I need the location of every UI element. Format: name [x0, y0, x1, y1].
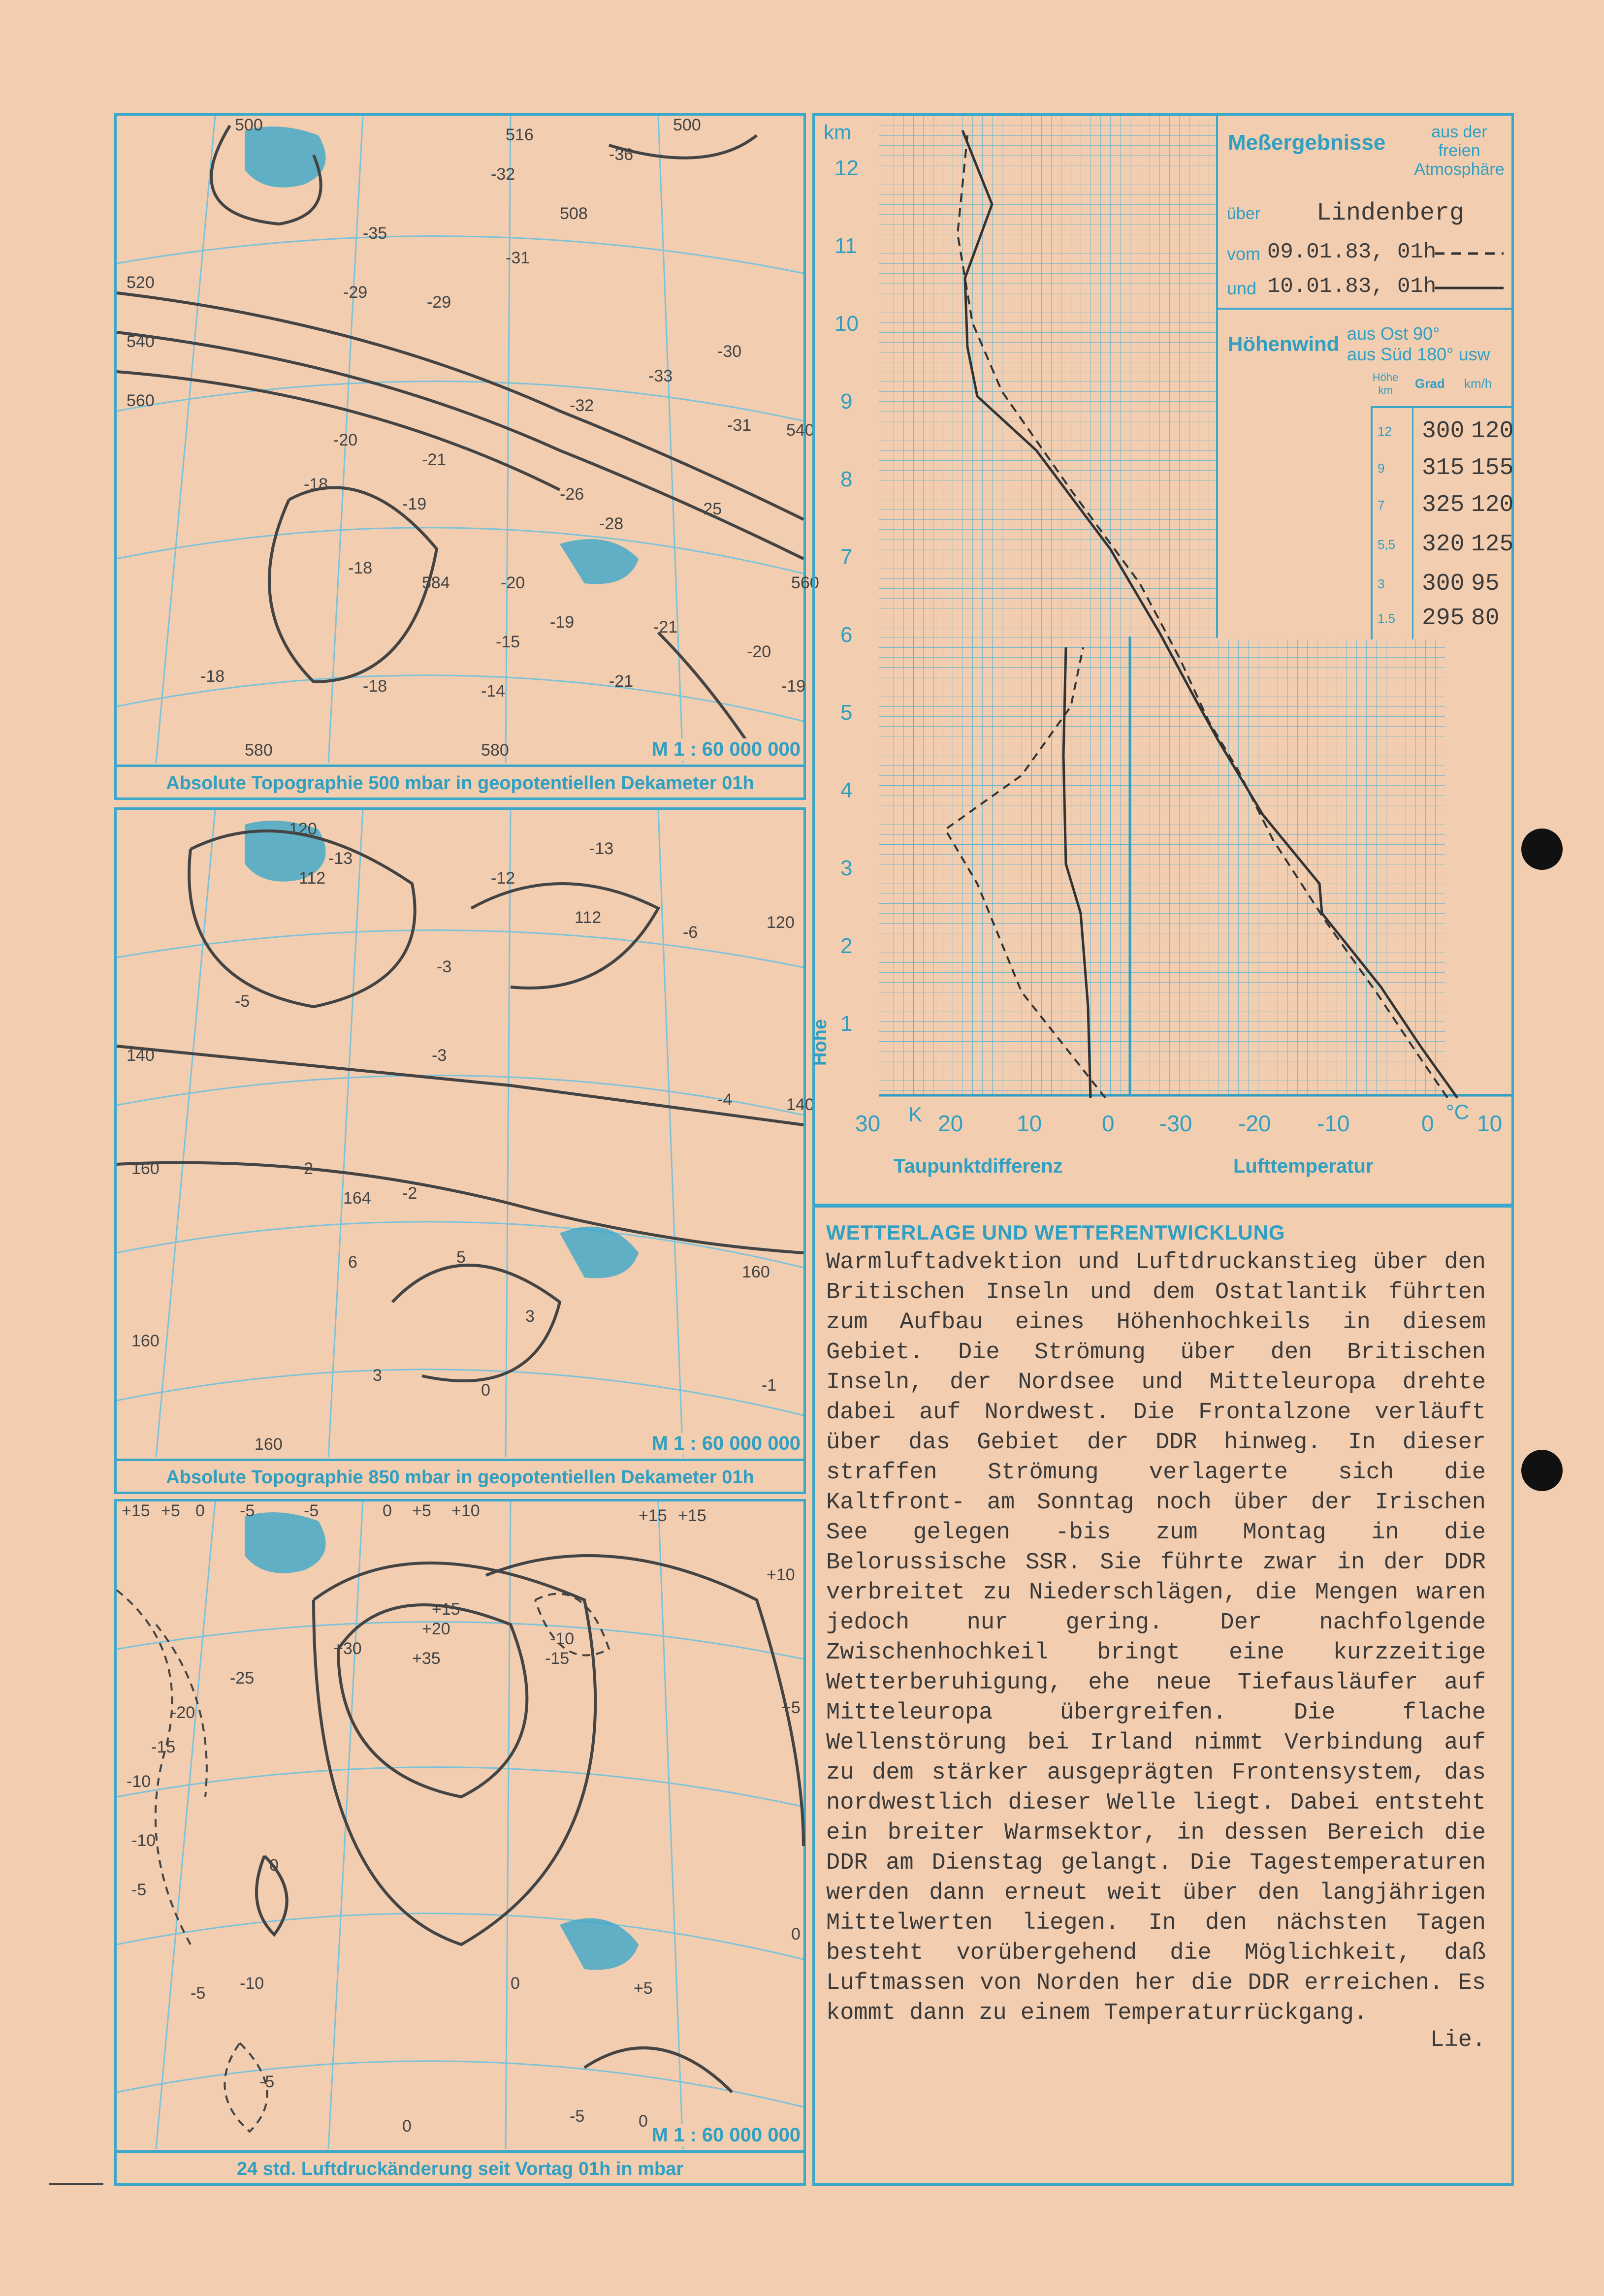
map-label: -18 [200, 667, 225, 686]
map-label: +15 [432, 1600, 460, 1619]
map-label: 5 [456, 1248, 466, 1267]
map-label: -28 [599, 514, 624, 533]
y-tick: 10 [834, 312, 859, 336]
map-label: 0 [402, 2117, 412, 2136]
map-label: 140 [786, 1095, 814, 1114]
map-label: 3 [525, 1307, 535, 1326]
and-label: und [1227, 278, 1257, 298]
map-850mbar-drawing [117, 810, 814, 1457]
map-label: -5 [570, 2107, 585, 2126]
y-tick: 1 [840, 1012, 853, 1036]
map-label: 2 [304, 1159, 313, 1178]
wind-height: 9 [1378, 461, 1385, 476]
map-label: -19 [550, 613, 575, 632]
height-axis-label: Höhe [810, 1019, 831, 1066]
over-label: über [1227, 204, 1261, 223]
map-label: -15 [151, 1738, 176, 1756]
map-label: -3 [437, 957, 452, 976]
map-label: -36 [609, 145, 634, 164]
temp-tick: -30 [1159, 1111, 1192, 1136]
isohypses [117, 831, 803, 1381]
map-label: -14 [481, 682, 506, 701]
temp-tick: -20 [1238, 1111, 1271, 1136]
dewpoint-grid [879, 637, 1131, 1095]
k-label: K [908, 1103, 923, 1126]
dashed-legend-line [1435, 249, 1504, 258]
map-label: -18 [304, 475, 328, 494]
dewpoint-axis-label: Taupunktdifferenz [894, 1155, 1063, 1177]
map-label: 500 [673, 116, 701, 134]
map-label: +15 [639, 1506, 667, 1525]
dewpoint-tick: 0 [1102, 1111, 1115, 1136]
map-500-labels [127, 116, 819, 760]
station-name: Lindenberg [1316, 199, 1465, 227]
dewpoint-tick: 30 [855, 1111, 881, 1136]
map-label: -13 [589, 839, 614, 858]
wind-height: 1.5 [1378, 611, 1396, 626]
map-label: 0 [383, 1501, 392, 1520]
map-label: -30 [717, 342, 742, 361]
map-label: 580 [481, 741, 509, 760]
map-label: -5 [131, 1881, 147, 1899]
map-panel-850mbar [114, 807, 814, 1494]
temp-tick: 0 [1421, 1111, 1434, 1136]
map-label: -32 [570, 396, 594, 415]
wind-grad: 325 [1422, 492, 1465, 518]
wind-title: Höhenwind [1228, 332, 1340, 355]
results-title: Meßergebnisse [1228, 130, 1386, 155]
map-label: +5 [412, 1501, 431, 1520]
punch-hole-top [1521, 829, 1563, 870]
y-tick: 7 [840, 545, 853, 569]
map-caption-divider [117, 1459, 803, 1461]
map-label: -19 [781, 677, 806, 696]
y-tick: 11 [834, 234, 857, 258]
map-label: +10 [767, 1565, 795, 1584]
map-label: 160 [131, 1159, 160, 1178]
map-label: 160 [255, 1435, 283, 1454]
wind-row [1373, 492, 1514, 526]
y-tick: 12 [834, 156, 859, 180]
map-panel-500mbar [114, 113, 819, 800]
wind-grad: 300 [1422, 571, 1465, 597]
weather-body: Warmluftadvektion und Luftdruckanstieg über den Britischen Inseln und dem Ostatlantik führten zum Aufbau eines Höhenhochkeils in diesem Gebiet. Die Strömung über den Britischen Inseln, der Nordsee und Mitteleuropa drehte dabei auf Nordwest. Die Frontalzone verläuft über das Gebiet der DDR hinweg. In dieser straffen Strömung verlagerte sich die Kaltfront- am Sonntag noch über der Irischen See gelegen -bis zum Montag in die Belorussische SSR. Sie führte zwar in der DDR verbreitet zu Niederschlägen, die Mengen waren jedoch nur gering. Der nachfolgende Zwischenhochkeil bringt eine kurzzeitige Wetterberuhigung, ehe neue Tiefausläufer auf Mitteleuropa übergreifen. Die flache Wellenstörung bei Irland nimmt Verbindung auf zu dem stärker ausgeprägten Frontensystem, das nordwestlich dieser Welle liegt. Dabei entsteht ein breiter Warmsektor, in dessen Bereich die DDR am Dienstag gelangt. Die Tagestemperaturen werden dann erneut weit über den langjährigen Mittelwerten liegen. In den nächsten Tagen besteht vorübergehend die Möglichkeit, daß Luftmassen von Norden her die DDR erreichen. Es kommt dann zu einem Temperaturrückgang. [826, 1249, 1500, 2026]
map-label: 160 [742, 1263, 770, 1281]
map-label: +35 [412, 1649, 441, 1668]
map-label: -29 [427, 293, 451, 312]
map-label: -2 [402, 1184, 417, 1203]
map-500mbar-drawing [117, 116, 819, 763]
map-label: -5 [235, 992, 250, 1011]
map-label: 508 [560, 204, 588, 223]
map-label: -35 [363, 224, 387, 243]
y-tick: 3 [840, 856, 853, 880]
wind-grad: 320 [1422, 531, 1465, 558]
map-label: -10 [127, 1772, 151, 1791]
map-scale: M 1 : 60 000 000 [649, 2124, 803, 2146]
map-label: +10 [451, 1501, 480, 1520]
and-date: 10.01.83, 01h [1267, 274, 1437, 299]
temp-tick: 10 [1477, 1111, 1503, 1136]
map-label: 500 [235, 116, 263, 134]
map-label: 560 [791, 574, 819, 592]
dewpoint-tick: 20 [938, 1111, 963, 1136]
map-label: -26 [560, 485, 584, 504]
map-label: 0 [269, 1856, 279, 1875]
y-tick: 9 [840, 389, 853, 414]
wind-height: 5,5 [1378, 537, 1396, 552]
map-label: -10 [550, 1629, 575, 1648]
map-caption-divider [117, 2150, 803, 2153]
map-scale: M 1 : 60 000 000 [649, 738, 803, 761]
map-label: -12 [491, 869, 515, 888]
weather-heading: WETTERLAGE UND WETTERENTWICKLUNG [826, 1221, 1285, 1244]
landmass-scandinavia [245, 1512, 326, 1573]
map-panel-pressure-change [114, 1499, 806, 2186]
sounding-diagram-frame [812, 113, 1514, 1206]
map-caption-divider [117, 765, 803, 767]
wind-kmh: 95 [1471, 571, 1500, 597]
map-label: 580 [245, 741, 273, 760]
map-label: 560 [127, 391, 155, 410]
map-label: 0 [481, 1381, 490, 1400]
map-label: 6 [348, 1253, 357, 1272]
from-label: vom [1227, 244, 1261, 264]
map-label: -15 [545, 1649, 570, 1668]
map-label: -21 [422, 450, 447, 469]
map-label: -21 [609, 672, 634, 691]
map-label: -31 [727, 416, 752, 435]
map-label: 0 [791, 1925, 801, 1944]
map-label: -1 [762, 1376, 777, 1395]
map-label: -5 [240, 1501, 255, 1520]
map-caption: Absolute Topographie 500 mbar in geopotentiellen Dekameter 01h [166, 773, 754, 794]
wind-height: 3 [1378, 576, 1385, 591]
solid-legend-line [1435, 283, 1504, 293]
map-label: -32 [491, 165, 515, 184]
isallobars [257, 1556, 803, 2092]
map-label: -5 [191, 1984, 206, 2003]
map-label: -15 [496, 633, 520, 651]
map-label: -4 [717, 1090, 733, 1109]
wind-kmh: 155 [1471, 455, 1514, 481]
map-label: 112 [575, 908, 602, 927]
margin-fold-mark [49, 2183, 103, 2185]
graticule [117, 1501, 803, 2149]
wind-grad: 315 [1422, 455, 1465, 481]
map-label: -33 [648, 367, 673, 385]
map-label: -18 [363, 677, 387, 696]
from-date: 09.01.83, 01h [1267, 240, 1437, 264]
map-label: +30 [333, 1639, 362, 1658]
weather-signature: Lie. [1430, 2027, 1486, 2053]
wind-table [1371, 406, 1514, 639]
map-label: 584 [422, 574, 450, 592]
map-label: -19 [402, 495, 427, 513]
y-tick: 4 [840, 778, 853, 802]
map-label: 0 [195, 1501, 205, 1520]
map-label: -31 [506, 249, 530, 267]
wind-row [1373, 605, 1511, 639]
dewpoint-tick: 10 [1017, 1111, 1042, 1136]
graticule [117, 810, 803, 1457]
map-label: -10 [240, 1974, 264, 1993]
map-label: 0 [639, 2112, 648, 2131]
map-label: +5 [161, 1501, 180, 1520]
km-label: km [824, 121, 851, 144]
map-label: -20 [333, 431, 358, 449]
map-pressure-drawing [117, 1501, 803, 2149]
map-label: 120 [767, 913, 795, 932]
map-label: -10 [131, 1831, 156, 1850]
wind-grad: 300 [1422, 418, 1465, 445]
map-label: -20 [501, 574, 525, 592]
wind-row [1373, 418, 1514, 452]
wind-height: 12 [1378, 424, 1392, 439]
map-label: -29 [343, 283, 368, 302]
wind-note-east: aus Ost 90° [1347, 323, 1440, 344]
map-label: -5 [304, 1501, 319, 1520]
map-label: +15 [678, 1506, 706, 1525]
map-label: 540 [127, 332, 155, 351]
wind-row [1373, 531, 1514, 566]
map-label: 516 [506, 126, 534, 144]
map-label: 164 [343, 1189, 371, 1208]
map-label: -25 [698, 500, 722, 518]
wind-box [1218, 308, 1514, 639]
weather-text-block [826, 1221, 1500, 2053]
temperature-axis-label: Lufttemperatur [1233, 1155, 1374, 1177]
wind-row [1373, 455, 1514, 489]
punch-hole-bottom [1521, 1450, 1563, 1491]
col-grad: Grad [1415, 376, 1445, 391]
map-label: -18 [348, 559, 373, 577]
map-label: 3 [373, 1366, 382, 1385]
y-tick: 2 [840, 934, 853, 958]
map-label: -5 [259, 2073, 275, 2091]
wind-kmh: 120 [1471, 492, 1514, 518]
map-label: -21 [653, 618, 678, 637]
wind-height: 7 [1378, 498, 1385, 512]
map-label: 140 [127, 1046, 155, 1065]
map-label: -13 [328, 849, 353, 868]
map-label: -25 [230, 1669, 255, 1688]
map-label: 120 [289, 820, 317, 838]
y-tick: 6 [840, 623, 853, 647]
map-label: +5 [634, 1979, 653, 1998]
map-label: -3 [432, 1046, 447, 1065]
map-label: +15 [122, 1501, 150, 1520]
y-tick: 8 [840, 467, 853, 491]
map-pressure-labels [122, 1501, 801, 2136]
map-850-labels [127, 820, 814, 1454]
map-label: -6 [683, 923, 698, 942]
map-label: 112 [299, 869, 326, 888]
wind-kmh: 125 [1471, 531, 1514, 558]
map-caption: 24 std. Luftdruckänderung seit Vortag 01h in mbar [236, 2159, 684, 2179]
wind-kmh: 120 [1471, 418, 1514, 445]
map-label: +5 [781, 1698, 801, 1717]
temp-tick: -10 [1317, 1111, 1350, 1136]
map-label: 520 [127, 273, 155, 292]
landmass-baltic [560, 539, 639, 584]
results-info-box [1216, 116, 1514, 638]
col-height: Höhe km [1372, 371, 1399, 396]
map-label: -20 [747, 642, 771, 661]
wind-grad: 295 [1422, 605, 1465, 632]
wind-kmh: 80 [1471, 605, 1500, 632]
map-label: 540 [786, 421, 814, 440]
col-kmh: km/h [1464, 376, 1492, 391]
map-label: +20 [422, 1620, 450, 1638]
y-tick: 5 [840, 701, 853, 725]
wind-note-south: aus Süd 180° usw [1347, 344, 1490, 364]
results-subtitle: aus der freien Atmosphäre [1414, 123, 1505, 179]
map-scale: M 1 : 60 000 000 [649, 1433, 803, 1455]
map-caption: Absolute Topographie 850 mbar in geopotentiellen Dekameter 01h [166, 1467, 754, 1488]
wind-row [1373, 571, 1511, 605]
deg-c-label: °C [1446, 1100, 1470, 1123]
map-label: 0 [511, 1974, 520, 1993]
map-label: 160 [131, 1332, 160, 1350]
map-label: -20 [171, 1703, 195, 1722]
